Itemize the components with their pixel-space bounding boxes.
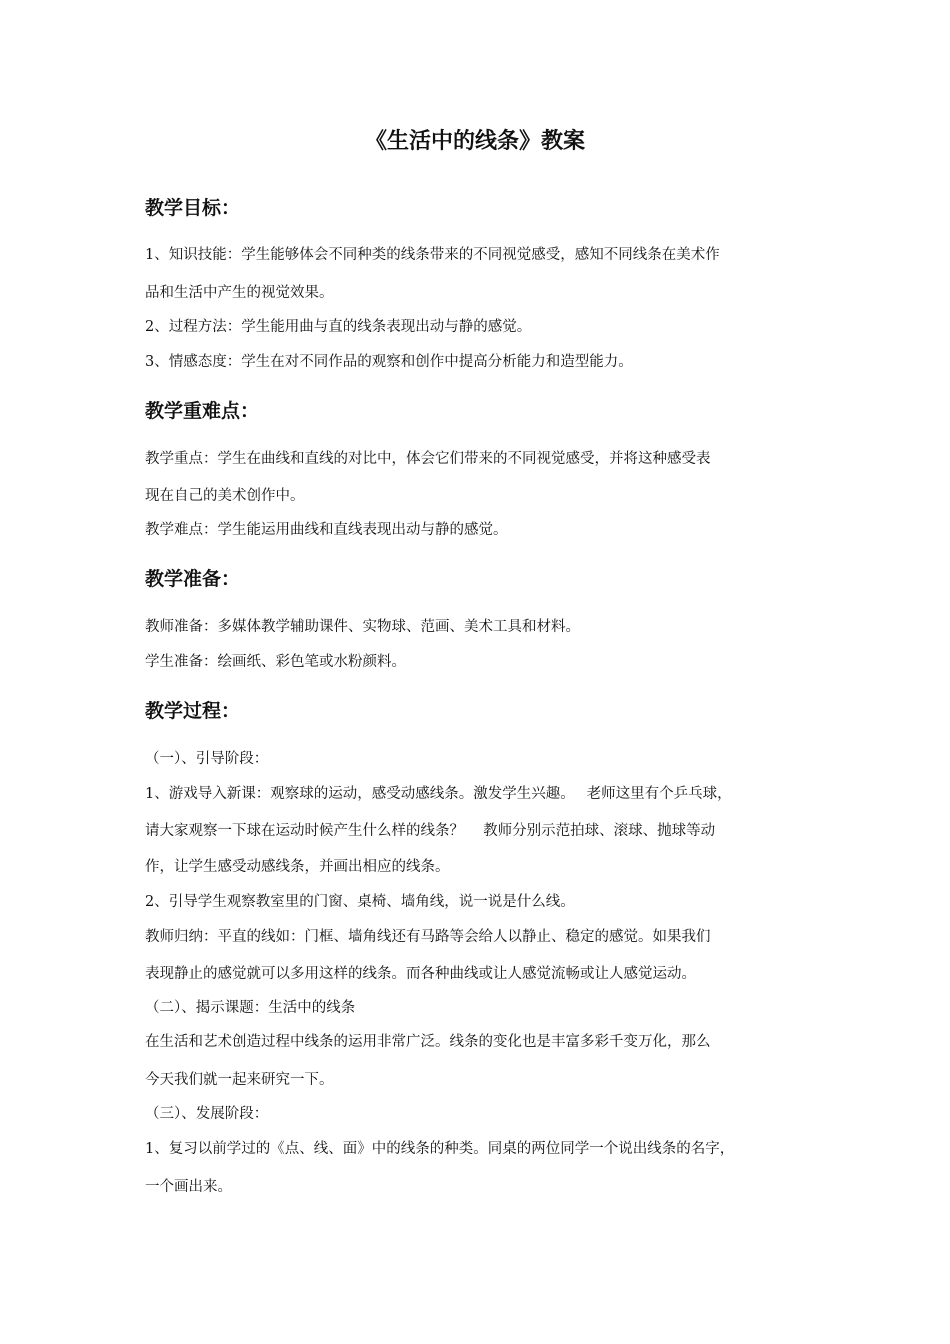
key-points-heading: 教学重难点： [145,400,260,422]
process-line-7: 表现静止的感觉就可以多用这样的线条。而各种曲线或让人感觉流畅或让人感觉运动。 [145,966,696,982]
key-points-line-2: 现在自己的美术创作中。 [145,488,305,504]
preparation-line-1: 教师准备：多媒体教学辅助课件、实物球、范画、美术工具和材料。 [145,619,580,635]
objectives-line-4: 3、情感态度：学生在对不同作品的观察和创作中提高分析能力和造型能力。 [145,354,633,370]
key-points-line-3: 教学难点：学生能运用曲线和直线表现出动与静的感觉。 [145,522,508,538]
process-line-9: 在生活和艺术创造过程中线条的运用非常广泛。线条的变化也是丰富多彩千变万化，那么 [145,1034,711,1050]
preparation-heading: 教学准备： [145,568,241,590]
objectives-line-3: 2、过程方法：学生能用曲与直的线条表现出动与静的感觉。 [145,319,532,335]
process-line-4: 作，让学生感受动感线条，并画出相应的线条。 [145,859,450,875]
process-line-3: 请大家观察一下球在运动时候产生什么样的线条？ 教师分别示范拍球、滚球、抛球等动 [145,823,716,839]
process-line-12: 1、复习以前学过的《点、线、面》中的线条的种类。同桌的两位同学一个说出线条的名字， [145,1141,735,1157]
objectives-heading: 教学目标： [145,197,241,219]
objectives-line-1: 1、知识技能：学生能够体会不同种类的线条带来的不同视觉感受，感知不同线条在美术作 [145,247,720,263]
preparation-line-2: 学生准备：绘画纸、彩色笔或水粉颜料。 [145,654,406,670]
document-title: 《生活中的线条》教案 [364,129,585,154]
process-line-8: （二）、揭示课题：生活中的线条 [145,1000,356,1016]
process-line-11: （三）、发展阶段： [145,1106,269,1122]
objectives-line-2: 品和生活中产生的视觉效果。 [145,285,334,301]
process-line-6: 教师归纳：平直的线如：门框、墙角线还有马路等会给人以静止、稳定的感觉。如果我们 [145,929,711,945]
process-line-13: 一个画出来。 [145,1179,232,1195]
process-line-10: 今天我们就一起来研究一下。 [145,1072,334,1088]
process-line-2: 1、游戏导入新课：观察球的运动，感受动感线条。激发学生兴趣。 老师这里有个乒乓球， [145,786,732,802]
process-heading: 教学过程： [145,700,241,722]
process-line-5: 2、引导学生观察教室里的门窗、桌椅、墙角线，说一说是什么线。 [145,894,575,910]
process-line-1: （一）、引导阶段： [145,751,269,767]
key-points-line-1: 教学重点：学生在曲线和直线的对比中，体会它们带来的不同视觉感受，并将这种感受表 [145,451,711,467]
